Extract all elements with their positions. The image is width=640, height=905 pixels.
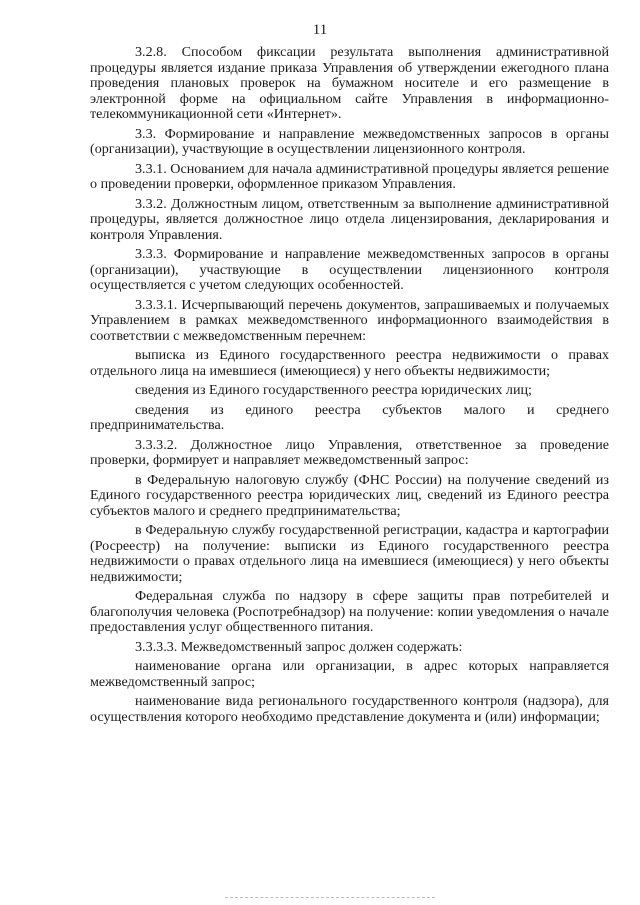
list-item-control-type: наименование вида регионального государственного контроля (надзора), для осуществления которого необходимо представление документа и (или) информации; — [90, 693, 609, 725]
paragraph-3-3: 3.3. Формирование и направление межведомственных запросов в органы (организации), участвующие в осуществлении лицензионного контроля. — [90, 125, 609, 157]
list-item-rosreestr-request: в Федеральную службу государственной регистрации, кадастра и картографии (Росреестр) на получение: выписки из Единого государственного реестра недвижимости о правах отдельного лица на имевшиеся (имеющиеся) у него объекты недвижимости; — [90, 522, 609, 585]
footer-scan-marks — [225, 897, 435, 899]
paragraph-3-3-2: 3.3.2. Должностным лицом, ответственным за выполнение административной процедуры, является должностное лицо отдела лицензирования, декларирования и контроля Управления. — [90, 195, 609, 243]
list-item-egrul-info: сведения из Единого государственного реестра юридических лиц; — [135, 382, 532, 398]
list-item-fns-request: в Федеральную налоговую службу (ФНС России) на получение сведений из Единого государственного реестра юридических лиц, сведений из Единого реестра субъектов малого и среднего предпринимательства; — [90, 471, 609, 519]
document-body — [90, 45, 609, 725]
list-item-egrn-extract: выписка из Единого государственного реестра недвижимости о правах отдельного лица на имевшиеся (имеющиеся) у него объекты недвижимости; — [90, 347, 609, 379]
page-number: 11 — [312, 22, 328, 38]
paragraph-3-3-3-2: 3.3.3.2. Должностное лицо Управления, ответственное за проведение проверки, формирует и направляет межведомственный запрос: — [90, 436, 609, 468]
paragraph-3-3-1: 3.3.1. Основанием для начала административной процедуры является решение о проведении проверки, оформленное приказом Управления. — [90, 160, 609, 192]
paragraph-3-3-3: 3.3.3. Формирование и направление межведомственных запросов в органы (организации), участвующие в осуществлении лицензионного контроля осуществляется с учетом следующих особенностей. — [90, 246, 609, 293]
paragraph-3-2-8: 3.2.8. Способом фиксации результата выполнения административной процедуры является издание приказа Управления об утверждении ежегодного плана проведения плановых проверок на бумажном носителе и его размещение в электронной форме на официальном сайте Управления в информационно-телекоммуникационной сети «Интернет». — [90, 44, 609, 122]
list-item-organ-name: наименование органа или организации, в адрес которых направляется межведомственный запрос; — [90, 658, 609, 690]
paragraph-3-3-3-1: 3.3.3.1. Исчерпывающий перечень документов, запрашиваемых и получаемых Управлением в рамках межведомственного информационного взаимодействия в соответствии с межведомственным перечнем: — [90, 296, 609, 344]
list-item-sme-registry: сведения из единого реестра субъектов малого и среднего предпринимательства. — [90, 401, 609, 433]
list-item-rospotrebnadzor-request: Федеральная служба по надзору в сфере защиты прав потребителей и благополучия человека (Роспотребнадзор) на получение: копии уведомления о начале предоставления услуг общественного питания. — [90, 588, 609, 635]
paragraph-3-3-3-3: 3.3.3.3. Межведомственный запрос должен содержать: — [135, 638, 463, 655]
